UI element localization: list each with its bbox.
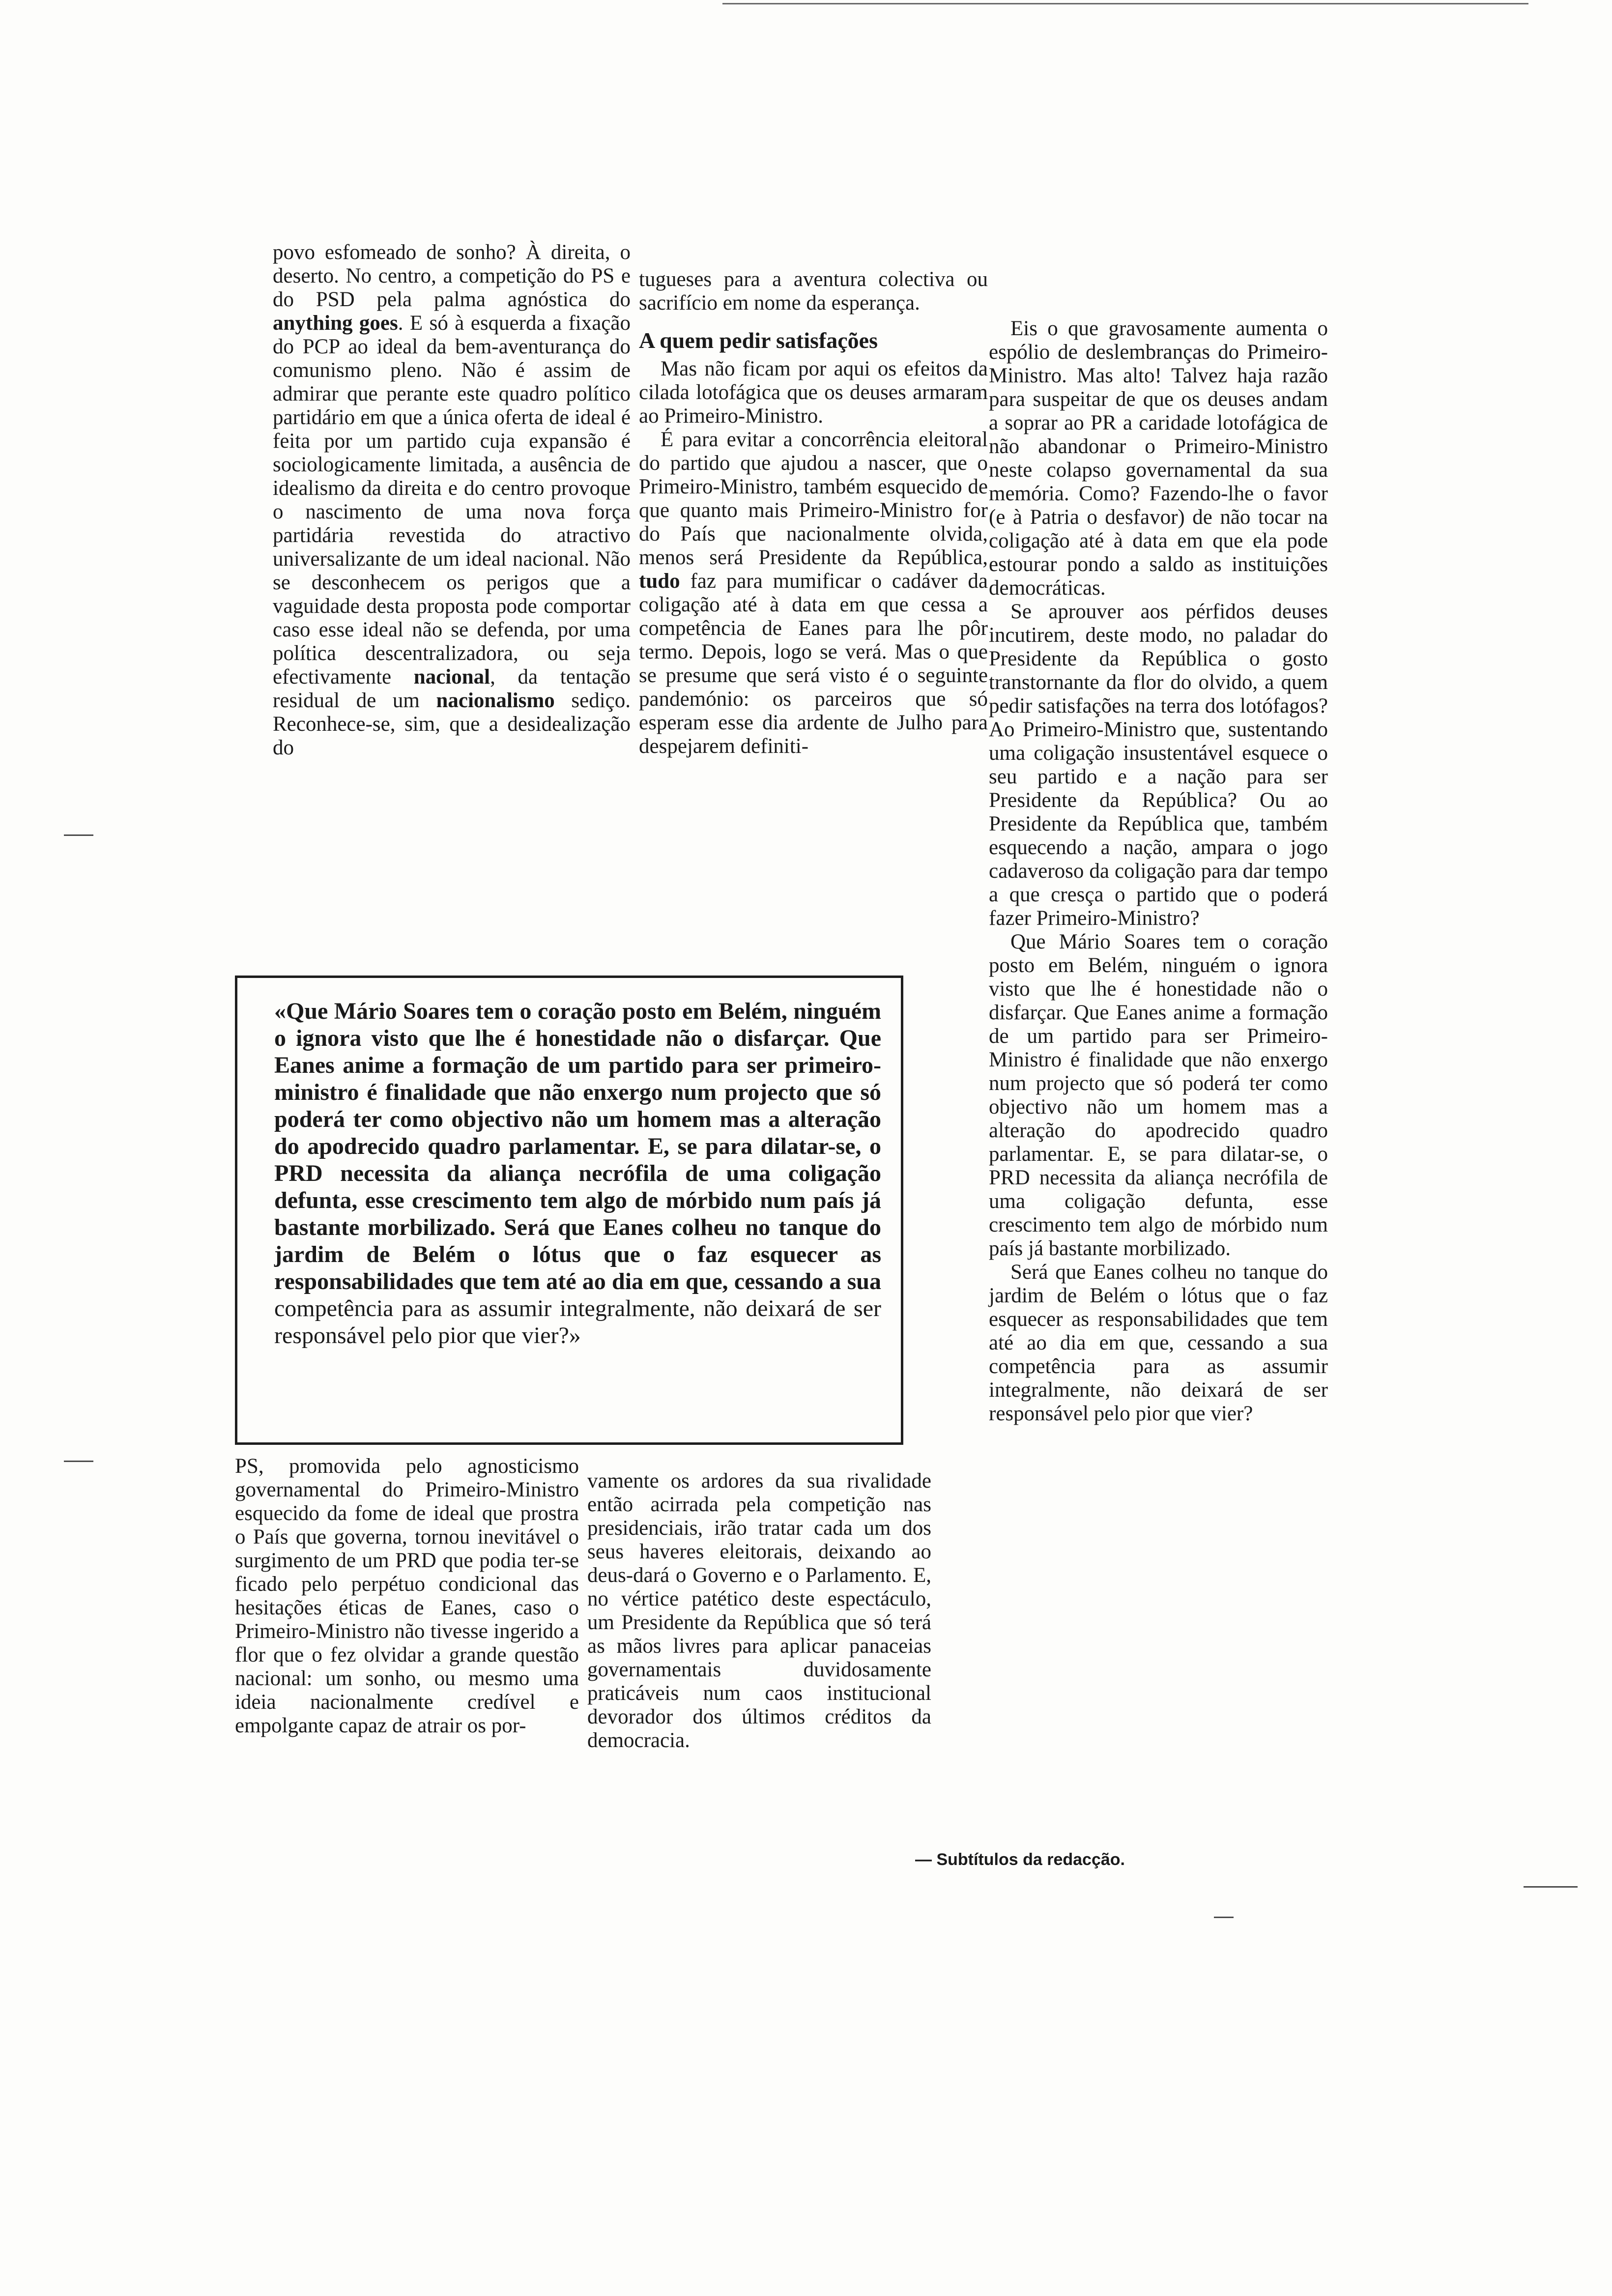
margin-mark [64, 834, 93, 836]
text-run-bold: tudo [639, 570, 680, 593]
subheading: A quem pedir satisfações [639, 328, 878, 353]
text-run: sediço. Reconhece-se, sim, que a desidealização do [273, 689, 631, 759]
paragraph: tugueses para a aventura colectiva ou sacrifício em nome da esperança. [639, 268, 988, 315]
paragraph: PS, promovida pelo agnosticismo governamental do Primeiro-Ministro esquecido da fome de ideal que prostra o País que governa, tornou inevitável o surgimento de um PRD que podia ter-se ficado pelo perpétuo condicional das hesitações éticas de Eanes, caso o Primeiro-Ministro não tivesse ingerido a flor que o fez olvidar a grande questão nacional: um sonho, ou mesmo uma ideia nacionalmente credível e empolgante capaz de atrair os por- [235, 1455, 579, 1737]
top-edge-rule [722, 3, 1528, 4]
pull-quote-bold: «Que Mário Soares tem o coração posto em Belém, ninguém o ignora visto que lhe é honestidade não o disfarçar. Que Eanes anime a formação de um partido para ser primeiro-ministro é finalidade que não enxergo num projecto que só poderá ter como objectivo não um homem mas a alteração do apodrecido quadro parlamentar. E, se para dilatar-se, o PRD necessita da aliança necrófila de uma coligação defunta, esse crescimento tem algo de mórbido num país já bastante morbilizado. Será que Eanes colheu no tanque do jardim de Belém o lótus que o faz esquecer as responsabilidades que tem até ao dia em que, cessando a sua [274, 998, 881, 1294]
margin-mark [64, 1461, 93, 1462]
text-run-bold: nacional [413, 665, 490, 689]
column-2-bottom [587, 1469, 931, 1752]
margin-mark [1524, 1886, 1578, 1888]
paragraph: Será que Eanes colheu no tanque do jardim de Belém o lótus que o faz esquecer as responsabilidades que tem até ao dia em que, cessando a sua competência para as assumir integralmente, não deixará de ser responsável pelo pior que vier? [989, 1261, 1328, 1425]
pull-quote-light: competência para as assumir integralmente, não deixará de ser responsável pelo pior que vier?» [274, 1295, 881, 1349]
text-run-bold: nacionalismo [436, 689, 555, 712]
paragraph: Mas não ficam por aqui os efeitos da cilada lotofágica que os deuses armaram ao Primeiro-Ministro. [639, 357, 988, 428]
paragraph: vamente os ardores da sua rivalidade então acirrada pela competição nas presidenciais, irão tratar cada um dos seus haveres eleitorais, deixando ao deus-dará o Governo e o Parlamento. E, no vértice patético deste espectáculo, um Presidente da República que só terá as mãos livres para aplicar panaceias governamentais duvidosamente praticáveis num caos institucional devorador dos últimos créditos da democracia. [587, 1469, 931, 1752]
pull-quote-box [235, 976, 903, 1445]
pull-quote-text [274, 998, 881, 1349]
paragraph: Que Mário Soares tem o coração posto em Belém, ninguém o ignora visto que lhe é honestidade não o disfarçar. Que Eanes anime a formação de um partido para ser Primeiro-Ministro é finalidade que não enxergo num projecto que só poderá ter como objectivo não um homem mas a alteração do apodrecido quadro parlamentar. E, se para dilatar-se, o PRD necessita da aliança necrófila de uma coligação defunta, esse crescimento tem algo de mórbido num país já bastante morbilizado. [989, 930, 1328, 1260]
column-1-bottom [235, 1455, 579, 1738]
paragraph: Eis o que gravosamente aumenta o espólio de deslembranças do Primeiro-Ministro. Mas alto! Talvez haja razão para suspeitar de que os deuses andam a soprar ao PR a caridade lotofágica de não abandonar o Primeiro-Ministro neste colapso governamental da sua memória. Como? Fazendo-lhe o favor (e à Patria o desfavor) de não tocar na coligação até à data em que ela pode estourar pondo a saldo as instituições democráticas. [989, 317, 1328, 600]
column-2-top [639, 268, 988, 758]
text-run-bold: anything goes [273, 312, 398, 335]
column-3 [989, 317, 1328, 1426]
paragraph: Se aprouver aos pérfidos deuses incutirem, deste modo, no paladar do Presidente da República o gosto transtornante da flor do olvido, a quem pedir satisfações na terra dos lotófagos? Ao Primeiro-Ministro que, sustentando uma coligação insustentável esquece o seu partido e a nação para ser Presidente da República? Ou ao Presidente da República que, também esquecendo a nação, ampara o jogo cadaveroso da coligação para dar tempo a que cresça o partido que o poderá fazer Primeiro-Ministro? [989, 600, 1328, 930]
text-run: , da tentação residual de um [273, 665, 631, 712]
margin-mark [1214, 1917, 1234, 1918]
text-run: . E só à esquerda a fixação do PCP ao ideal da bem-aventurança do comunismo pleno. Não é assim de admirar que perante este quadro político partidário em que a única oferta de ideal é feita por um partido cuja expansão é sociologicamente limitada, a ausência de idealismo da direita e do centro provoque o nascimento de uma nova força partidária revestida do atractivo universalizante de um ideal nacional. Não se desconhecem os perigos que a vaguidade desta proposta pode comportar caso esse ideal não se defenda, por uma política descentralizadora, ou seja efectivamente [273, 312, 631, 689]
text-run: faz para mumificar o cadáver da coligação até à data em que cessa a competência de Eanes para lhe pôr termo. Depois, logo se verá. Mas o que se presume que será visto é o seguinte pandemónio: os parceiros que só esperam esse dia ardente de Julho para despejarem definiti- [639, 570, 988, 758]
text-run: É para evitar a concorrência eleitoral do partido que ajudou a nascer, que o Primeiro-Ministro, também esquecido de que quanto mais Primeiro-Ministro for do País que nacionalmente olvida, menos será Presidente da República, [639, 428, 988, 569]
text-run: povo esfomeado de sonho? À direita, o deserto. No centro, a competição do PS e do PSD pela palma agnóstica do [273, 241, 631, 311]
column-1-top [273, 241, 631, 760]
paragraph [639, 428, 988, 758]
footnote: — Subtítulos da redacção. [915, 1850, 1125, 1869]
